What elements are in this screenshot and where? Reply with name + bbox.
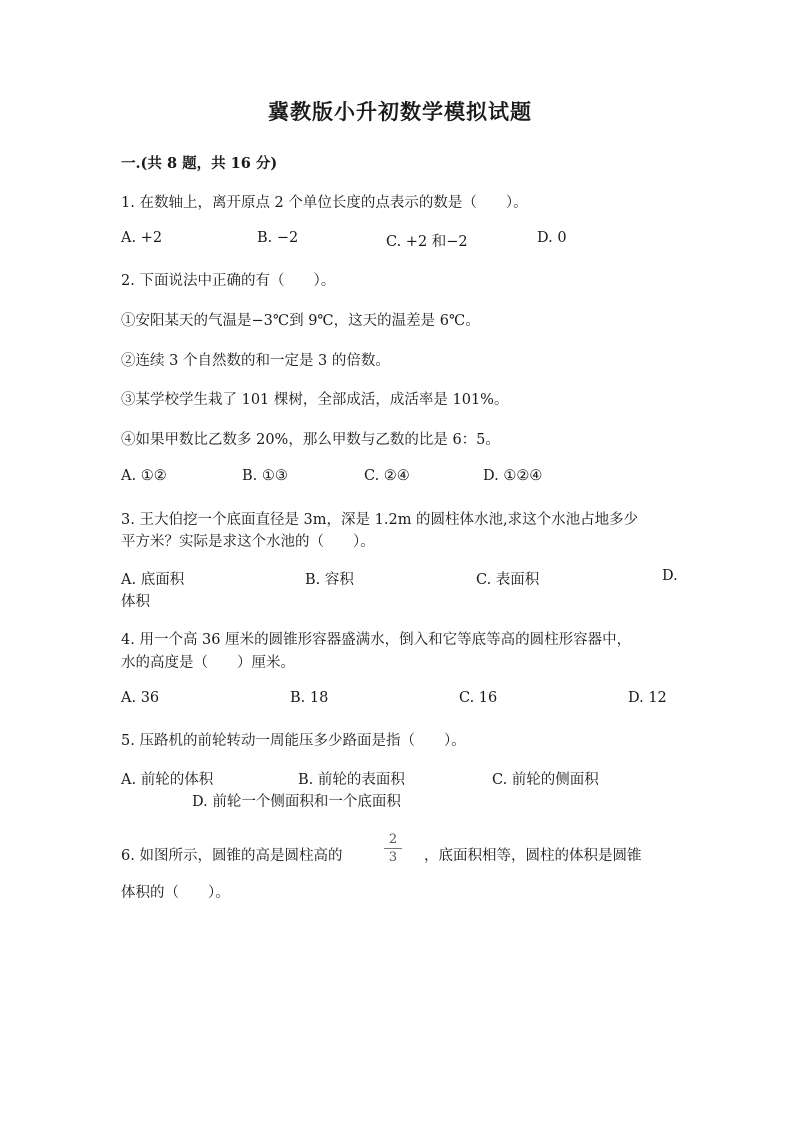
q1-option-c: C. +2 和−2 [386, 234, 468, 250]
question-5-stem: 5. 压路机的前轮转动一周能压多少路面是指（ ）。 [121, 733, 466, 749]
q1-option-d: D. 0 [537, 230, 567, 246]
q2-option-b: B. ①③ [242, 468, 288, 484]
question-4-stem-line2: 水的高度是（ ）厘米。 [121, 655, 295, 671]
q4-option-d: D. 12 [628, 690, 667, 706]
fraction-numerator: 2 [388, 832, 398, 847]
section-heading: 一.(共 8 题，共 16 分) [121, 155, 278, 172]
question-2-stem: 2. 下面说法中正确的有（ ）。 [121, 273, 336, 289]
question-6-stem-part2: ，底面积相等，圆柱的体积是圆锥 [424, 848, 642, 864]
q2-statement-4: ④如果甲数比乙数多 20%，那么甲数与乙数的比是 6：5。 [121, 432, 500, 448]
q4-option-c: C. 16 [459, 690, 498, 706]
q5-option-d: D. 前轮一个侧面积和一个底面积 [192, 794, 401, 810]
q2-option-c: C. ②④ [364, 468, 410, 484]
q2-statement-2: ②连续 3 个自然数的和一定是 3 的倍数。 [121, 353, 390, 369]
q3-option-b: B. 容积 [305, 572, 354, 588]
question-3-stem-line2: 平方米？实际是求这个水池的（ ）。 [121, 534, 375, 550]
q5-option-a: A. 前轮的体积 [121, 772, 214, 788]
q1-option-b: B. −2 [257, 230, 299, 246]
q4-option-a: A. 36 [121, 690, 160, 706]
fraction-bar [384, 848, 402, 849]
question-1-stem: 1. 在数轴上，离开原点 2 个单位长度的点表示的数是（ ）。 [121, 195, 528, 211]
q2-statement-1: ①安阳某天的气温是−3℃到 9℃，这天的温差是 6℃。 [121, 313, 480, 329]
q3-option-c: C. 表面积 [476, 572, 540, 588]
q5-option-c: C. 前轮的侧面积 [492, 772, 599, 788]
question-3-stem-line1: 3. 王大伯挖一个底面直径是 3m，深是 1.2m 的圆柱体水池,求这个水池占地多少 [121, 512, 639, 528]
question-4-stem-line1: 4. 用一个高 36 厘米的圆锥形容器盛满水，倒入和它等底等高的圆柱形容器中， [121, 632, 632, 648]
q5-option-b: B. 前轮的表面积 [298, 772, 405, 788]
question-6-stem-line2: 体积的（ ）。 [121, 885, 230, 901]
q4-option-b: B. 18 [290, 690, 329, 706]
fraction-two-thirds [384, 832, 402, 865]
page-title: 冀教版小升初数学模拟试题 [268, 99, 532, 124]
q3-option-d: D. [662, 568, 678, 584]
q2-option-d: D. ①②④ [483, 468, 543, 484]
fraction-denominator: 3 [388, 850, 398, 865]
q2-option-a: A. ①② [121, 468, 167, 484]
q3-option-a: A. 底面积 [121, 572, 185, 588]
q1-option-a: A. +2 [121, 230, 163, 246]
question-6-stem-part1: 6. 如图所示，圆锥的高是圆柱高的 [121, 848, 343, 864]
q2-statement-3: ③某学校学生栽了 101 棵树，全部成活，成活率是 101%。 [121, 392, 509, 408]
q3-option-d-wrap: 体积 [121, 594, 150, 610]
